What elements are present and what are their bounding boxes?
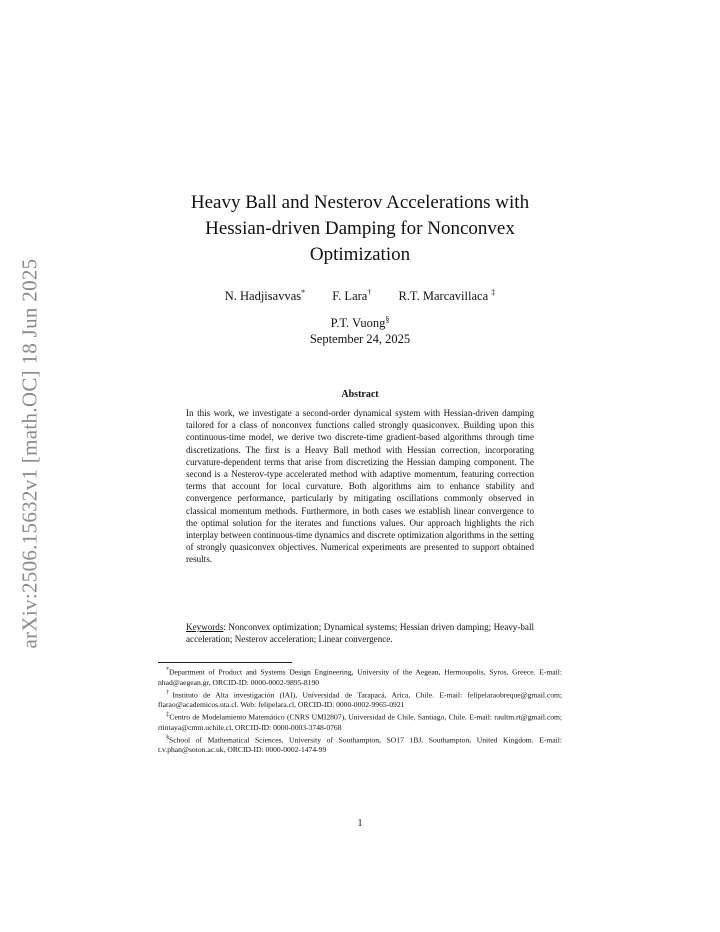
- footnote: [158, 733, 562, 756]
- publication-date: September 24, 2025: [309, 332, 411, 346]
- footnote-mark: §: [166, 734, 169, 741]
- footnote: [158, 710, 562, 733]
- arxiv-identifier: arXiv:2506.15632v1 [math.OC] 18 Jun 2025: [17, 258, 42, 648]
- title-line: Optimization: [309, 244, 411, 265]
- footnote-text: School of Mathematical Sciences, University of Southampton, SO17 1BJ, Southampton, United Kingdom. E-mail: t.v.phan@soton.ac.uk, ORCID-ID: 0000-0002-1474-99: [158, 735, 562, 755]
- footnote: [158, 688, 562, 711]
- abstract-heading: Abstract: [341, 389, 379, 400]
- footnote-text: Instituto de Alta investigación (IAI), Universidad de Tarapacá, Arica, Chile. E-mail: felipelaraobreque@gmail.com; flarao@academicos.uta.cl. Web: felipelara.cl, ORCID-ID: 0000-0002-9965-0921: [158, 690, 563, 710]
- title-line: Hessian-driven Damping for Nonconvex: [205, 218, 515, 239]
- abstract-text: In this work, we investigate a second-order dynamical system with Hessian-driven damping tailored for a class of nonconvex functions called strongly quasiconvex. Building upon this continuous-time model, we derive two discrete-time gradient-based algorithms through time discretizations. The first is a Heavy Ball method with Hessian correction, incorporating curvature-dependent terms that arise from discretizing the Hessian damping component. The second is a Nesterov-type accelerated method with adaptive momentum, featuring correction terms that account for local curvature. Both algorithms aim to enhance stability and convergence performance, particularly by mitigating oscillations commonly observed in classical momentum methods. Furthermore, in both cases we establish linear convergence to the optimal solution for the iterates and functions values. Our approach highlights the rich interplay between continuous-time dynamics and discrete optimization algorithms in the setting of strongly quasiconvex objectives. Numerical experiments are presented to support obtained results.: [186, 408, 535, 565]
- footnote: [158, 665, 562, 688]
- keywords-text: : Nonconvex optimization; Dynamical systems; Hessian driven damping; Heavy-ball acceleration; Nesterov acceleration; Linear convergence.: [186, 622, 534, 645]
- footnote-text: Centro de Modelamiento Matemático (CNRS UMI2807), Universidad de Chile, Santiago, Chile. E-mail: raultm.rt@gmail.com; rtintaya@cmm.uchile.cl, ORCID-ID: 0000-0003-3748-0768: [158, 712, 563, 732]
- author-footnote-mark: †: [367, 288, 372, 297]
- footnote-mark: ‡: [166, 712, 170, 719]
- author-name: F. Lara†: [332, 288, 372, 304]
- author-footnote-mark: §: [385, 315, 390, 325]
- author-name: N. Hadjisavvas*: [224, 288, 306, 304]
- page-number: 1: [357, 818, 363, 829]
- footnote-rule: [158, 662, 292, 663]
- author-name: R.T. Marcavillaca ‡: [398, 288, 496, 304]
- author-name: P.T. Vuong§: [330, 315, 390, 331]
- author-list: [150, 281, 570, 335]
- footnotes: [158, 665, 562, 755]
- paper-title: [150, 190, 570, 268]
- footnote-mark: *: [166, 667, 169, 673]
- author-row: [150, 281, 570, 308]
- author-footnote-mark: *: [301, 288, 306, 297]
- footnote-mark: †: [166, 689, 173, 696]
- author-footnote-mark: ‡: [491, 288, 496, 297]
- arxiv-identifier-stamp: [0, 248, 60, 658]
- keywords-label: Keywords: [186, 622, 224, 632]
- footnote-text: Department of Product and Systems Design Engineering, University of the Aegean, Hermoupolis, Syros, Greece. E-mail: nhad@aegean.gr, ORCID-ID: 0000-0002-9895-8190: [158, 667, 562, 687]
- keywords: [186, 621, 534, 645]
- title-line: Heavy Ball and Nesterov Accelerations with: [190, 192, 530, 213]
